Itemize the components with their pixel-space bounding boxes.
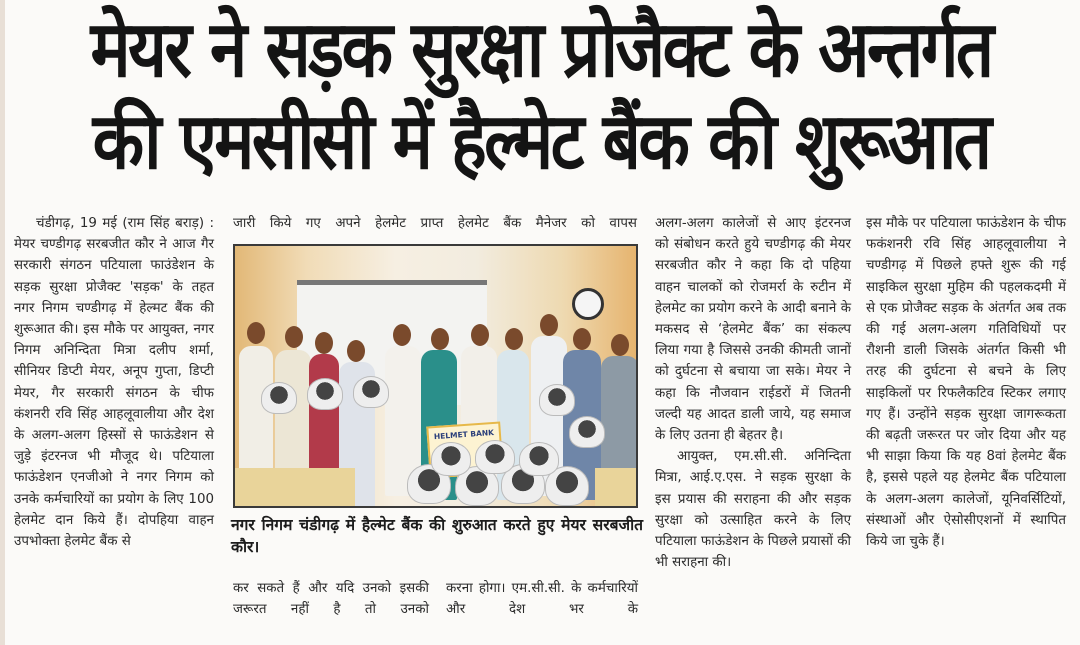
photo-caption: नगर निगम चंडीगढ़ में हैल्मेट बैंक की शुरुआत करते हुए मेयर सरबजीत कौर। [231,516,643,556]
column-2-bottom-right [446,578,638,620]
article-column-3 [655,213,851,573]
column-2-top-text: जारी किये गए अपने हेलमेट प्राप्त हेलमेट बैंक मैनेजर को वापस [233,216,637,231]
column-3-paragraph-1: अलग-अलग कालेजों से आए इंटरनज को संबोधन करते हुये चण्डीगढ़ की मेयर सरबजीत कौर ने कहा कि दो पहिया वाहन चालकों को रोजमर्रा के रुटीन में हेलमेट का प्रयोग करने के आदी बनाने के मकसद से ‘हेलमेट बैंक’ का संकल्प लिया गया है जिससे उनकी कीमती जानों को दुर्घटना से बचाया जा सके। मेयर ने कहा कि नौजवान राईडरों में जितनी जल्दी यह आदत डाली जाये, यह समाज के लिए उतना ही बेहतर है। [655,216,851,444]
article-column-4 [866,213,1066,552]
column-2-bottom-right-text: करना होगा। एम.सी.सी. के कर्मचारियों और देश भर के [446,581,638,618]
headline-line-1: मेयर ने सड़क सुरक्षा प्रोजैक्ट के अन्तर्गत [90,5,992,95]
headline [84,4,997,188]
column-4-paragraph: इस मौके पर पटियाला फाऊंडेशन के चीफ फकंशनरी रवि सिंह आहलूवालीया ने चण्डीगढ़ में पिछले हफ्ते शुरू की गई साइकिल सुरक्षा मुहिम की पहलकदमी में से एक प्रोजैक्ट सड़क के अंतर्गत अब तक की गई अलग-अलग गतिविधियों पर रौशनी डाली जिसके अंतर्गत किसी भी तरह की दुर्घटना से बचने के लिए साइकिलों पर रिफलैकटिव स्टिकर लगाए गए हैं। उन्होंने सड़क सुरक्षा जागरूकता की बढ़ती जरूरत पर जोर दिया और यह भी साझा किया कि यह 8वां हेलमेट बैंक है, इससे पहले यह हेलमेट बैंक पटियाला के अलग-अलग कालेजों, यूनिवर्सिटियों, संस्थाओं और ऐसोसीएशनों में स्थापित किये जा चुके हैं। [866,216,1066,550]
group-of-people [235,316,638,506]
placard-text: HELMET BANK [433,427,495,442]
column-2-bottom-left-text: कर सकते हैं और यदि उनको इसकी जरूरत नहीं है तो उनको [233,581,429,618]
column-3-paragraph-2: आयुक्त, एम.सी.सी. अनिन्दिता मित्रा, आई.ए.एस. ने सड़क सुरक्षा के इस प्रयास की सराहना की और सड़क सुरक्षा को उत्साहित करने के लिए पटियाला फाऊंडेशन के पिछले प्रयासों की भी सराहना की। [655,449,851,571]
news-photo [233,244,638,508]
page-edge [0,0,5,645]
column-2-top-line [233,213,637,234]
column-1-paragraph: चंडीगढ़, 19 मई (राम सिंह बराड़) : मेयर चण्डीगढ़ सरबजीत कौर ने आज गैर सरकारी संगठन पटियाला फाउंडेशन के सड़क सुरक्षा प्रोजैक्ट 'सड़क' के तहत नगर निगम चण्डीगढ़ में हेल्मट बैंक की शुरूआत की। इस मौके पर आयुक्त, नगर निगम अनिन्दिता मित्रा दलीप शर्मा, सीनियर डिप्टी मेयर, अनूप गुप्ता, डिप्टी मेयर, गैर सरकारी संगठन के चीफ कंशनरी रवि सिंह आहलूवालीया और देश के अलग-अलग हिस्सों से फाऊंडेशन से जुड़े इंटरनज भी मौजूद थे। पटियाला फाऊंडेशन एनजीओ ने नगर निगम को उनके कर्मचारियों का प्रयोग के लिए 100 हेलमेट दान किये हैं। दोपहिया वाहन उपभोक्ता हेलमेट बैंक से [14,216,214,550]
headline-line-2: की एमसीसी में हैल्मेट बैंक की शुरूआत [92,97,990,187]
article-column-1 [14,213,214,552]
column-2-bottom-left [233,578,429,620]
